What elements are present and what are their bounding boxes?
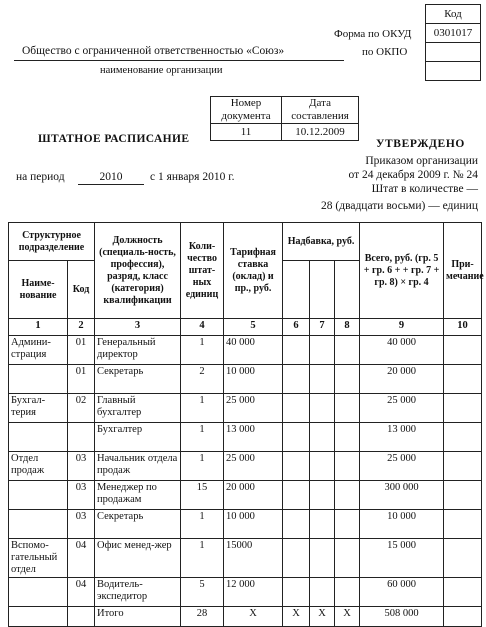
okpo-code (426, 43, 481, 62)
okud-code: 0301017 (426, 24, 481, 43)
okpo-label: по ОКПО (362, 46, 408, 58)
total-cell: 300 000 (360, 481, 444, 510)
period-year: 2010 (78, 171, 144, 185)
rate-cell: 25 000 (224, 452, 283, 481)
colnum: 9 (360, 319, 444, 336)
okud-label: Форма по ОКУД (334, 28, 412, 40)
dept-cell (9, 365, 68, 394)
code-cell: 03 (68, 510, 95, 539)
totals-b6: X (283, 607, 310, 627)
rate-cell: 10 000 (224, 365, 283, 394)
h-note: При-мечание (444, 223, 482, 319)
rate-cell: 25 000 (224, 394, 283, 423)
approved-line1: Приказом организации (365, 155, 478, 167)
count-cell: 1 (181, 336, 224, 365)
dept-cell: Админи-страция (9, 336, 68, 365)
dept-cell (9, 510, 68, 539)
table-row (9, 336, 482, 365)
h-bonus-7 (310, 261, 335, 319)
table-row (9, 481, 482, 510)
total-cell: 60 000 (360, 578, 444, 607)
colnum: 1 (9, 319, 68, 336)
rate-cell: 20 000 (224, 481, 283, 510)
colnum: 5 (224, 319, 283, 336)
h-rate: Тарифная ставка (оклад) и пр., руб. (224, 223, 283, 319)
position-cell: Генеральный директор (95, 336, 181, 365)
codes-empty (426, 62, 481, 81)
docnum-h2b: составления (291, 110, 349, 122)
code-cell: 04 (68, 578, 95, 607)
doc-date: 10.12.2009 (282, 124, 359, 141)
colnum: 3 (95, 319, 181, 336)
h-total: Всего, руб. (гр. 5 + гр. 6 + + гр. 7 + гр. 8) × гр. 4 (360, 223, 444, 319)
count-cell: 1 (181, 394, 224, 423)
position-cell: Водитель-экспедитор (95, 578, 181, 607)
staff-table (8, 222, 482, 627)
h-count: Коли-чество штат-ных единиц (181, 223, 224, 319)
approved-line4: 28 (двадцати восьми) — единиц (321, 200, 478, 212)
table-row (9, 423, 482, 452)
position-cell: Главный бухгалтер (95, 394, 181, 423)
h-code: Код (68, 261, 95, 319)
totals-b7: X (310, 607, 335, 627)
docnum-h1b: документа (221, 110, 271, 122)
rate-cell: 12 000 (224, 578, 283, 607)
total-cell: 40 000 (360, 336, 444, 365)
code-cell: 03 (68, 452, 95, 481)
total-cell: 10 000 (360, 510, 444, 539)
rate-cell: 15000 (224, 539, 283, 578)
approved-line2: от 24 декабря 2009 г. № 24 (348, 169, 478, 181)
docnum-h2a: Дата (309, 97, 331, 109)
totals-b8: X (335, 607, 360, 627)
colnum: 6 (283, 319, 310, 336)
dept-cell: Бухгал-терия (9, 394, 68, 423)
code-cell: 04 (68, 539, 95, 578)
code-cell: 02 (68, 394, 95, 423)
approved-line3: Штат в количестве — (371, 183, 478, 195)
table-row (9, 394, 482, 423)
total-cell: 25 000 (360, 452, 444, 481)
table-row (9, 365, 482, 394)
code-cell: 01 (68, 365, 95, 394)
period-prefix: на период (16, 171, 65, 183)
org-name: Общество с ограниченной ответственностью «Союз» (22, 45, 285, 57)
count-cell: 5 (181, 578, 224, 607)
dept-cell: Вспомо-гательный отдел (9, 539, 68, 578)
h-name: Наиме-нование (9, 261, 68, 319)
position-cell: Бухгалтер (95, 423, 181, 452)
colnum: 2 (68, 319, 95, 336)
docnum-h1a: Номер (230, 97, 262, 109)
code-cell (68, 423, 95, 452)
rate-cell: 40 000 (224, 336, 283, 365)
count-cell: 1 (181, 452, 224, 481)
h-bonus-8 (335, 261, 360, 319)
org-underline (14, 60, 344, 61)
position-cell: Офис менед-жер (95, 539, 181, 578)
doc-title: ШТАТНОЕ РАСПИСАНИЕ (38, 133, 190, 145)
count-cell: 2 (181, 365, 224, 394)
colnum: 4 (181, 319, 224, 336)
position-cell: Секретарь (95, 365, 181, 394)
approved-title: УТВЕРЖДЕНО (376, 138, 465, 150)
position-cell: Начальник отдела продаж (95, 452, 181, 481)
h-bonus-6 (283, 261, 310, 319)
total-cell: 25 000 (360, 394, 444, 423)
dept-cell: Отдел продаж (9, 452, 68, 481)
dept-cell (9, 578, 68, 607)
totals-total: 508 000 (360, 607, 444, 627)
dept-cell (9, 481, 68, 510)
h-struct: Структурное подразделение (9, 223, 95, 261)
org-caption: наименование организации (100, 65, 223, 76)
count-cell: 1 (181, 510, 224, 539)
total-cell: 20 000 (360, 365, 444, 394)
total-cell: 13 000 (360, 423, 444, 452)
dept-cell (9, 423, 68, 452)
count-cell: 1 (181, 539, 224, 578)
rate-cell: 13 000 (224, 423, 283, 452)
docnum-table (210, 96, 359, 141)
totals-rate: X (224, 607, 283, 627)
totals-count: 28 (181, 607, 224, 627)
doc-number: 11 (211, 124, 282, 141)
code-cell: 01 (68, 336, 95, 365)
codes-header: Код (426, 5, 481, 24)
colnum: 8 (335, 319, 360, 336)
rate-cell: 10 000 (224, 510, 283, 539)
position-cell: Менеджер по продажам (95, 481, 181, 510)
total-cell: 15 000 (360, 539, 444, 578)
table-row (9, 578, 482, 607)
position-cell: Секретарь (95, 510, 181, 539)
h-position: Должность (специаль-ность, профессия), разряд, класс (категория) квалификации (95, 223, 181, 319)
table-row (9, 539, 482, 578)
h-bonus: Надбавка, руб. (283, 223, 360, 261)
colnum: 7 (310, 319, 335, 336)
period-suffix: с 1 января 2010 г. (150, 171, 235, 183)
totals-row (9, 607, 482, 627)
codes-table (425, 4, 481, 81)
count-cell: 1 (181, 423, 224, 452)
count-cell: 15 (181, 481, 224, 510)
code-cell: 03 (68, 481, 95, 510)
totals-label: Итого (95, 607, 181, 627)
colnum: 10 (444, 319, 482, 336)
table-row (9, 510, 482, 539)
table-row (9, 452, 482, 481)
